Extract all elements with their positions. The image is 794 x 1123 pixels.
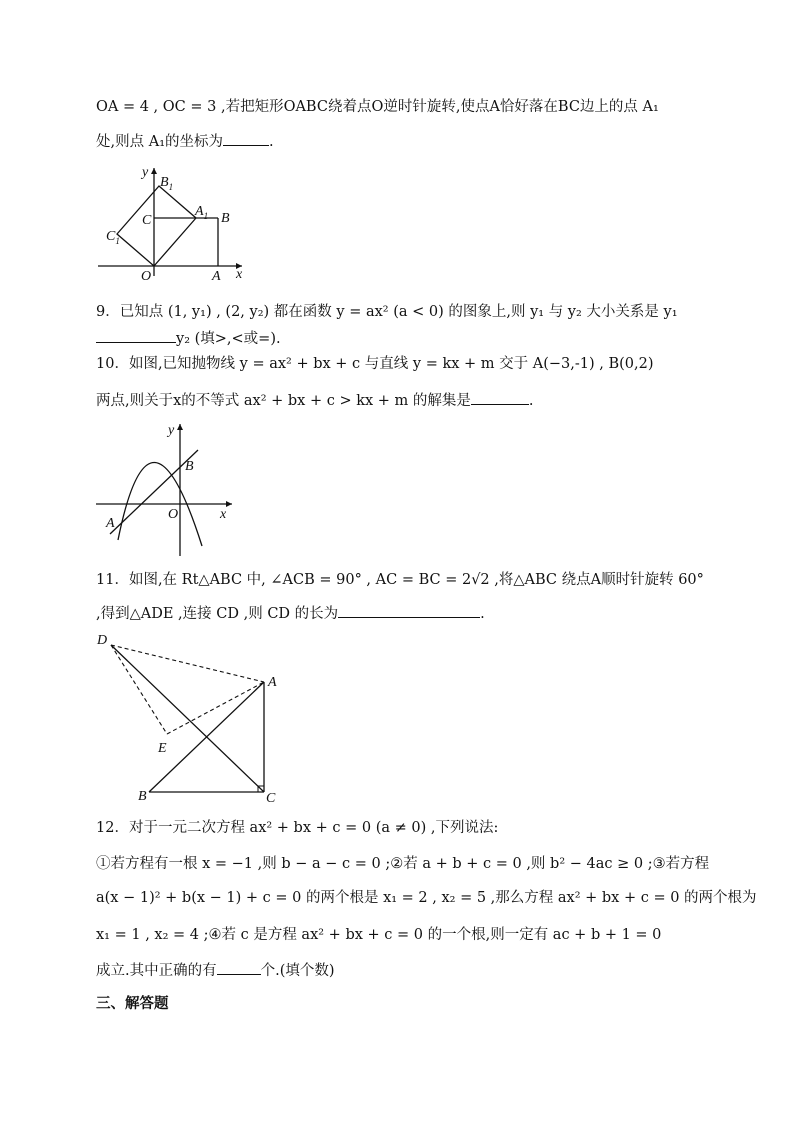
q8-label-x: x (236, 267, 243, 280)
q8-label-A1: $A_1$ (195, 204, 209, 221)
q9-answer-blank[interactable] (96, 328, 176, 343)
q11-end: . (480, 606, 485, 622)
q8-line1: OA = 4 , OC = 3 ,若把矩形OABC绕着点O逆时针旋转,使点A恰好落在BC边上的点 A₁ (96, 99, 659, 115)
q12-text: 成立.其中正确的有 (96, 963, 217, 979)
q8-label-O: O (141, 269, 152, 280)
q8-label-y: y (142, 165, 149, 180)
q8-answer-blank[interactable] (223, 131, 269, 146)
q11-label-A: A (268, 675, 277, 690)
q8-label-B: B (221, 211, 230, 226)
q11-label-E: E (158, 741, 167, 756)
q10-line1: 10．如图,已知抛物线 y = ax² + bx + c 与直线 y = kx + m 交于 A(−3,-1) , B(0,2) (96, 356, 654, 372)
q8-label-A: A (212, 269, 221, 280)
q10-text: 两点,则关于x的不等式 ax² + bx + c > kx + m 的解集是 (96, 393, 471, 409)
q10-end: . (528, 393, 534, 409)
q12-line4: x₁ = 1 , x₂ = 4 ;④若 c 是方程 ax² + bx + c = 0 的一个根,则一定有 ac + b + 1 = 0 (96, 927, 662, 943)
q10-label-x: x (220, 507, 227, 522)
q11-figure (94, 628, 294, 808)
q11-label-C: C (266, 791, 276, 806)
q11-label-B: B (138, 789, 147, 804)
q10-label-y: y (168, 423, 175, 438)
q8-figure (94, 160, 254, 280)
q8-line2 (96, 131, 274, 152)
q11-label-D: D (97, 633, 108, 648)
q12-line3: a(x − 1)² + b(x − 1) + c = 0 的两个根是 x₁ = 2 , x₂ = 5 ,那么方程 ax² + bx + c = 0 的两个根为 (96, 890, 757, 906)
q11-text: ,得到△ADE ,连接 CD ,则 CD 的长为 (96, 606, 339, 622)
q12-line1: 12．对于一元二次方程 ax² + bx + c = 0 (a ≠ 0) ,下列说法: (96, 820, 499, 836)
q10-line2 (96, 390, 534, 411)
q8-label-C: C (142, 213, 152, 228)
q8-label-B1: $B_1$ (160, 175, 174, 192)
q10-answer-blank[interactable] (471, 390, 529, 405)
q10-label-O: O (168, 507, 179, 522)
q9-end: y₂ (填>,<或=). (176, 331, 281, 347)
section-heading: 三、解答题 (96, 996, 169, 1012)
q10-label-B: B (185, 459, 194, 474)
q12-answer-blank[interactable] (217, 960, 261, 975)
q12-line5 (96, 960, 335, 981)
q8-text: 处,则点 A₁的坐标为 (96, 134, 224, 150)
q11-line2 (96, 603, 485, 624)
q8-end: . (269, 134, 274, 150)
q9-line2 (96, 328, 281, 349)
q8-label-C1: $C_1$ (106, 229, 120, 246)
q10-figure (94, 420, 239, 560)
q10-label-A: A (106, 516, 115, 531)
q11-answer-blank[interactable] (338, 603, 480, 618)
q9-line1: 9．已知点 (1, y₁) , (2, y₂) 都在函数 y = ax² (a < 0) 的图象上,则 y₁ 与 y₂ 大小关系是 y₁ (96, 304, 678, 320)
q12-line2: ①若方程有一根 x = −1 ,则 b − a − c = 0 ;②若 a + b + c = 0 ,则 b² − 4ac ≥ 0 ;③若方程 (96, 856, 710, 872)
q12-end: 个.(填个数) (260, 963, 335, 979)
q11-line1: 11．如图,在 Rt△ABC 中, ∠ACB = 90° , AC = BC = 2√2 ,将△ABC 绕点A顺时针旋转 60° (96, 572, 704, 588)
